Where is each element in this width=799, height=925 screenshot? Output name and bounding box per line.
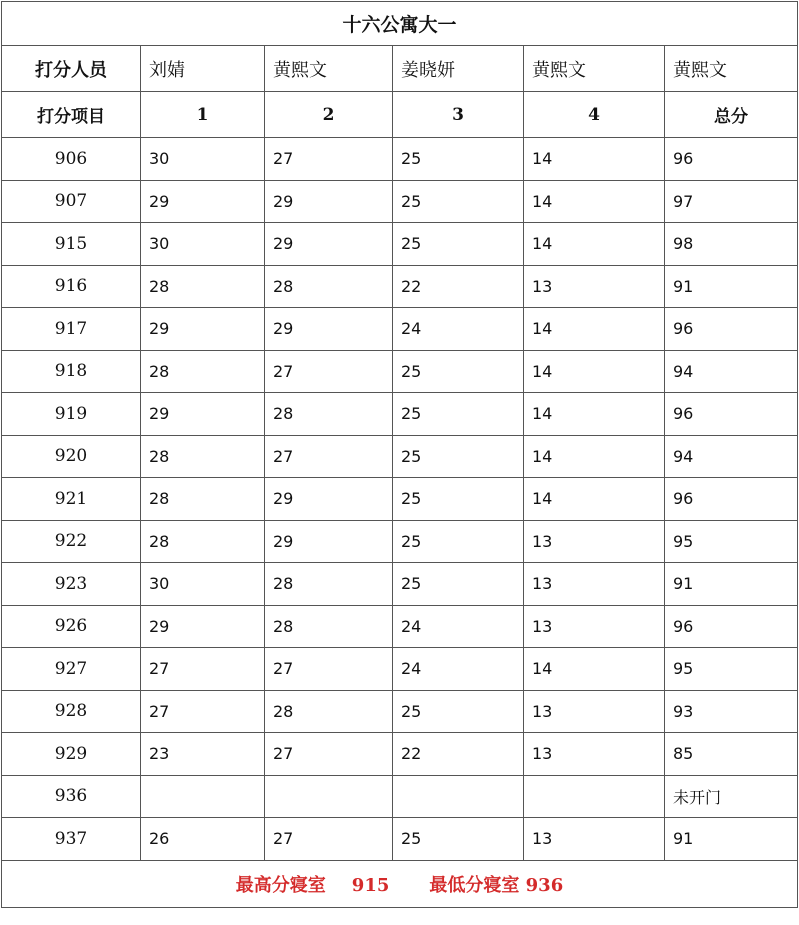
item-3: 3 <box>393 92 524 138</box>
room-cell: 906 <box>2 138 141 181</box>
score-cell: 25 <box>393 223 524 266</box>
score-cell: 29 <box>265 520 393 563</box>
scorer-4: 黄熙文 <box>524 46 665 92</box>
score-cell: 28 <box>265 690 393 733</box>
lowest-room: 936 <box>525 874 564 896</box>
score-cell: 24 <box>393 605 524 648</box>
summary-cell <box>2 860 798 907</box>
total-cell: 96 <box>665 308 798 351</box>
item-2: 2 <box>265 92 393 138</box>
room-cell: 915 <box>2 223 141 266</box>
score-cell: 29 <box>141 180 265 223</box>
score-cell: 29 <box>141 605 265 648</box>
score-cell: 14 <box>524 478 665 521</box>
score-cell: 13 <box>524 733 665 776</box>
score-cell <box>524 775 665 818</box>
item-1: 1 <box>141 92 265 138</box>
room-cell: 926 <box>2 605 141 648</box>
score-cell: 28 <box>141 520 265 563</box>
score-cell: 28 <box>141 350 265 393</box>
table-row <box>2 265 798 308</box>
score-cell: 28 <box>265 605 393 648</box>
score-cell: 14 <box>524 350 665 393</box>
score-cell: 22 <box>393 733 524 776</box>
table-row <box>2 605 798 648</box>
item-label: 打分项目 <box>2 92 141 138</box>
table-row <box>2 563 798 606</box>
total-cell: 96 <box>665 138 798 181</box>
total-cell: 97 <box>665 180 798 223</box>
room-cell: 936 <box>2 775 141 818</box>
table-row <box>2 733 798 776</box>
scorer-label: 打分人员 <box>2 46 141 92</box>
score-cell: 28 <box>141 478 265 521</box>
score-cell: 27 <box>265 648 393 691</box>
total-cell: 未开门 <box>665 775 798 818</box>
total-cell: 96 <box>665 605 798 648</box>
score-cell: 25 <box>393 690 524 733</box>
room-cell: 937 <box>2 818 141 861</box>
score-cell: 14 <box>524 648 665 691</box>
score-cell: 14 <box>524 138 665 181</box>
score-cell: 22 <box>393 265 524 308</box>
score-cell: 28 <box>265 265 393 308</box>
score-cell: 27 <box>265 435 393 478</box>
score-cell: 24 <box>393 308 524 351</box>
score-cell: 30 <box>141 223 265 266</box>
table-row <box>2 350 798 393</box>
score-cell: 27 <box>141 648 265 691</box>
score-cell: 29 <box>265 180 393 223</box>
room-cell: 918 <box>2 350 141 393</box>
table-row <box>2 223 798 266</box>
score-cell: 14 <box>524 393 665 436</box>
score-cell: 25 <box>393 180 524 223</box>
scorer-row <box>2 46 798 92</box>
score-cell: 29 <box>265 478 393 521</box>
total-cell: 93 <box>665 690 798 733</box>
score-cell: 30 <box>141 563 265 606</box>
score-cell: 29 <box>141 308 265 351</box>
score-cell: 13 <box>524 690 665 733</box>
score-cell: 14 <box>524 180 665 223</box>
score-cell: 25 <box>393 520 524 563</box>
total-cell: 98 <box>665 223 798 266</box>
table-row <box>2 818 798 861</box>
score-cell: 25 <box>393 393 524 436</box>
room-cell: 929 <box>2 733 141 776</box>
total-cell: 95 <box>665 648 798 691</box>
room-cell: 917 <box>2 308 141 351</box>
score-cell: 25 <box>393 138 524 181</box>
highest-room: 915 <box>351 874 390 896</box>
scorer-2: 黄熙文 <box>265 46 393 92</box>
score-cell: 25 <box>393 350 524 393</box>
score-cell <box>393 775 524 818</box>
score-cell: 25 <box>393 563 524 606</box>
score-cell: 27 <box>141 690 265 733</box>
score-cell: 13 <box>524 520 665 563</box>
table-row <box>2 775 798 818</box>
score-cell: 27 <box>265 138 393 181</box>
scorer-3: 姜晓妍 <box>393 46 524 92</box>
table-row <box>2 520 798 563</box>
score-cell: 29 <box>141 393 265 436</box>
score-cell: 13 <box>524 563 665 606</box>
score-cell: 24 <box>393 648 524 691</box>
table-row <box>2 648 798 691</box>
score-cell <box>141 775 265 818</box>
room-cell: 921 <box>2 478 141 521</box>
score-table <box>1 1 798 908</box>
table-row <box>2 393 798 436</box>
score-cell: 14 <box>524 435 665 478</box>
total-cell: 91 <box>665 265 798 308</box>
score-cell: 25 <box>393 435 524 478</box>
highest-label: 最高分寝室 <box>235 874 326 896</box>
room-cell: 907 <box>2 180 141 223</box>
scorer-5: 黄熙文 <box>665 46 798 92</box>
total-cell: 91 <box>665 563 798 606</box>
score-cell: 29 <box>265 308 393 351</box>
room-cell: 927 <box>2 648 141 691</box>
total-cell: 85 <box>665 733 798 776</box>
table-row <box>2 690 798 733</box>
score-cell: 14 <box>524 308 665 351</box>
table-title: 十六公寓大一 <box>2 2 798 46</box>
total-cell: 95 <box>665 520 798 563</box>
item-row <box>2 92 798 138</box>
score-cell: 28 <box>265 563 393 606</box>
lowest-label: 最低分寝室 <box>429 874 520 896</box>
score-cell: 28 <box>265 393 393 436</box>
table-row <box>2 180 798 223</box>
room-cell: 923 <box>2 563 141 606</box>
room-cell: 928 <box>2 690 141 733</box>
summary-row <box>2 860 798 907</box>
total-cell: 91 <box>665 818 798 861</box>
item-total: 总分 <box>665 92 798 138</box>
score-cell: 28 <box>141 265 265 308</box>
scorer-1: 刘婧 <box>141 46 265 92</box>
total-cell: 94 <box>665 350 798 393</box>
score-cell: 27 <box>265 733 393 776</box>
table-row <box>2 138 798 181</box>
total-cell: 96 <box>665 393 798 436</box>
total-cell: 94 <box>665 435 798 478</box>
score-cell: 14 <box>524 223 665 266</box>
score-cell: 28 <box>141 435 265 478</box>
title-row <box>2 2 798 46</box>
table-row <box>2 478 798 521</box>
score-cell: 13 <box>524 818 665 861</box>
room-cell: 920 <box>2 435 141 478</box>
table-row <box>2 308 798 351</box>
score-cell: 13 <box>524 265 665 308</box>
room-cell: 922 <box>2 520 141 563</box>
score-cell: 26 <box>141 818 265 861</box>
total-cell: 96 <box>665 478 798 521</box>
score-cell: 23 <box>141 733 265 776</box>
score-cell: 25 <box>393 478 524 521</box>
score-cell <box>265 775 393 818</box>
item-4: 4 <box>524 92 665 138</box>
score-cell: 27 <box>265 818 393 861</box>
score-cell: 27 <box>265 350 393 393</box>
score-cell: 13 <box>524 605 665 648</box>
room-cell: 919 <box>2 393 141 436</box>
score-cell: 30 <box>141 138 265 181</box>
score-cell: 29 <box>265 223 393 266</box>
table-row <box>2 435 798 478</box>
room-cell: 916 <box>2 265 141 308</box>
score-cell: 25 <box>393 818 524 861</box>
